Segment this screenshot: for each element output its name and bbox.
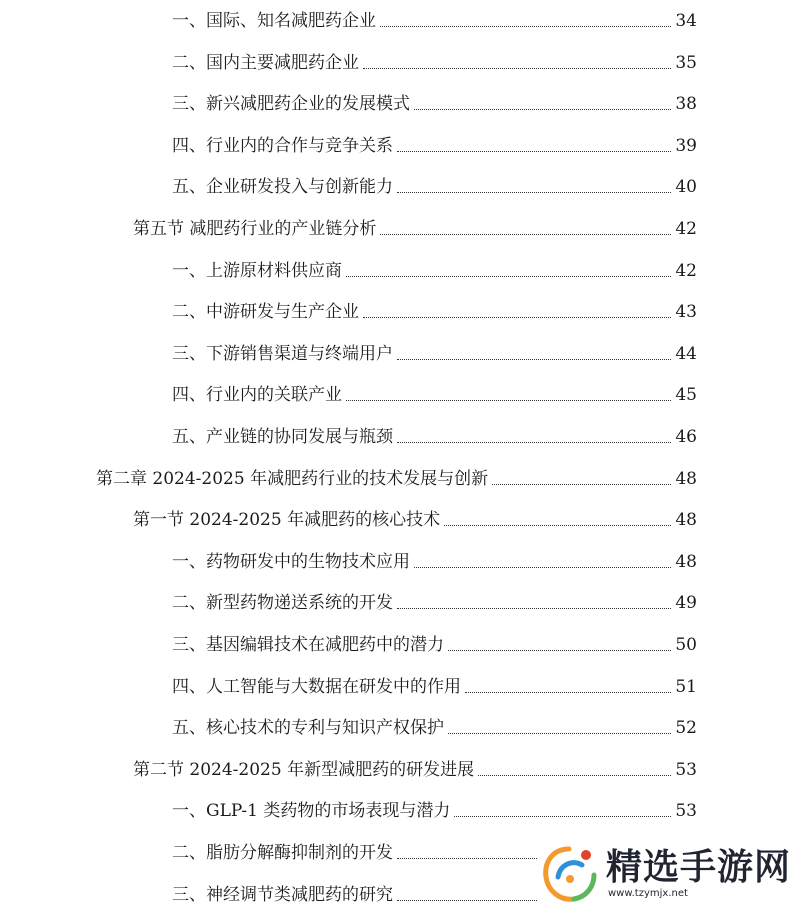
toc-entry-page-number: 42 <box>675 260 697 281</box>
toc-entry-title: 五、核心技术的专利与知识产权保护 <box>172 718 444 739</box>
toc-entry-page-number: 35 <box>675 52 697 73</box>
watermark-name: 精选手游网 <box>606 847 792 888</box>
toc-entry-page-number: 50 <box>675 635 697 655</box>
toc-entry-title: 五、产业链的协同发展与瓶颈 <box>172 427 393 447</box>
toc-leader-dots <box>448 733 671 734</box>
toc-entry-title: 二、中游研发与生产企业 <box>172 302 359 323</box>
toc-leader-dots <box>397 858 537 859</box>
toc-entry-title: 四、行业内的关联产业 <box>172 385 342 406</box>
toc-entry[interactable] <box>172 378 697 406</box>
toc-entry[interactable] <box>133 753 697 781</box>
toc-entry-page-number: 46 <box>675 427 697 447</box>
toc-entry-page-number: 48 <box>675 468 697 489</box>
toc-leader-dots <box>444 525 671 526</box>
toc-entry-title: 二、脂肪分解酶抑制剂的开发 <box>172 843 393 863</box>
toc-entry-page-number: 53 <box>675 759 697 780</box>
toc-entry[interactable] <box>172 545 697 573</box>
toc-leader-dots <box>397 151 671 152</box>
toc-leader-dots <box>397 359 671 360</box>
toc-entry[interactable] <box>133 503 697 531</box>
toc-entry-title: 二、新型药物递送系统的开发 <box>172 593 393 614</box>
toc-entry-title: 三、新兴减肥药企业的发展模式 <box>172 94 410 115</box>
toc-entry-page-number: 52 <box>675 718 697 739</box>
toc-entry[interactable] <box>172 295 697 323</box>
toc-entry-page-number: 43 <box>675 302 697 323</box>
toc-entry-page-number: 45 <box>675 385 697 406</box>
toc-leader-dots <box>492 484 671 485</box>
toc-entry-page-number: 40 <box>675 177 697 198</box>
toc-entry-title: 第五节 减肥药行业的产业链分析 <box>133 219 377 239</box>
toc-entry[interactable] <box>172 4 697 32</box>
toc-entry-page-number: 48 <box>675 510 697 531</box>
toc-entry[interactable] <box>172 337 697 365</box>
toc-leader-dots <box>380 234 671 235</box>
toc-entry[interactable] <box>172 420 697 448</box>
toc-entry-page-number: 44 <box>675 343 697 364</box>
toc-leader-dots <box>397 900 537 901</box>
toc-entry[interactable] <box>172 46 697 74</box>
toc-leader-dots <box>363 68 671 69</box>
watermark <box>540 838 793 910</box>
toc-entry-title: 第二节 2024-2025 年新型减肥药的研发进展 <box>133 759 475 780</box>
toc-entry-page-number: 48 <box>675 551 697 572</box>
toc-entry-title: 第一节 2024-2025 年减肥药的核心技术 <box>133 510 441 531</box>
toc-entry-title: 二、国内主要减肥药企业 <box>172 52 359 73</box>
toc-leader-dots <box>346 276 671 277</box>
toc-leader-dots <box>397 442 671 443</box>
toc-leader-dots <box>397 608 671 609</box>
toc-entry-page-number: 53 <box>675 801 697 822</box>
toc-leader-dots <box>363 317 671 318</box>
toc-entry-title: 一、国际、知名减肥药企业 <box>172 11 376 31</box>
toc-entry[interactable] <box>172 711 697 739</box>
toc-entry[interactable] <box>172 87 697 115</box>
toc-entry-title: 一、药物研发中的生物技术应用 <box>172 551 410 572</box>
toc-entry-title: 四、人工智能与大数据在研发中的作用 <box>172 676 461 697</box>
toc-entry-title: 三、神经调节类减肥药的研究 <box>172 884 393 905</box>
toc-entry[interactable] <box>172 628 697 656</box>
toc-entry[interactable] <box>172 254 697 282</box>
toc-leader-dots <box>465 692 671 693</box>
toc-entry-title: 第二章 2024-2025 年减肥药行业的技术发展与创新 <box>96 468 489 489</box>
toc-leader-dots <box>414 109 671 110</box>
toc-entry-title: 一、上游原材料供应商 <box>172 260 342 281</box>
toc-leader-dots <box>448 650 671 651</box>
toc-entry-page-number: 38 <box>675 94 697 115</box>
toc-entry[interactable] <box>172 170 697 198</box>
toc-entry-title: 一、GLP-1 类药物的市场表现与潜力 <box>172 801 451 822</box>
toc-entry-page-number: 39 <box>675 135 697 156</box>
toc-leader-dots <box>454 816 671 817</box>
toc-leader-dots <box>346 400 671 401</box>
toc-entry[interactable] <box>172 794 697 822</box>
toc-entry[interactable] <box>172 129 697 157</box>
toc-entry[interactable] <box>172 670 697 698</box>
toc-entry-title: 三、基因编辑技术在减肥药中的潜力 <box>172 635 444 655</box>
watermark-url: www.tzymjx.net <box>608 888 688 899</box>
toc-entry-title: 四、行业内的合作与竞争关系 <box>172 135 393 156</box>
brand-logo-icon <box>540 843 598 905</box>
toc-entry-page-number: 51 <box>675 676 697 697</box>
toc-entry-title: 五、企业研发投入与创新能力 <box>172 177 393 198</box>
toc-entry[interactable] <box>133 212 697 240</box>
toc-leader-dots <box>397 192 671 193</box>
toc-entry-title: 三、下游销售渠道与终端用户 <box>172 343 393 364</box>
toc-leader-dots <box>380 26 671 27</box>
toc-entry-page-number: 49 <box>675 593 697 614</box>
toc-leader-dots <box>414 567 671 568</box>
toc-entry-page-number: 42 <box>675 219 697 239</box>
toc-entry[interactable] <box>172 586 697 614</box>
toc-entry-page-number: 34 <box>675 11 697 31</box>
toc-leader-dots <box>478 775 671 776</box>
toc-entry[interactable] <box>96 462 697 490</box>
